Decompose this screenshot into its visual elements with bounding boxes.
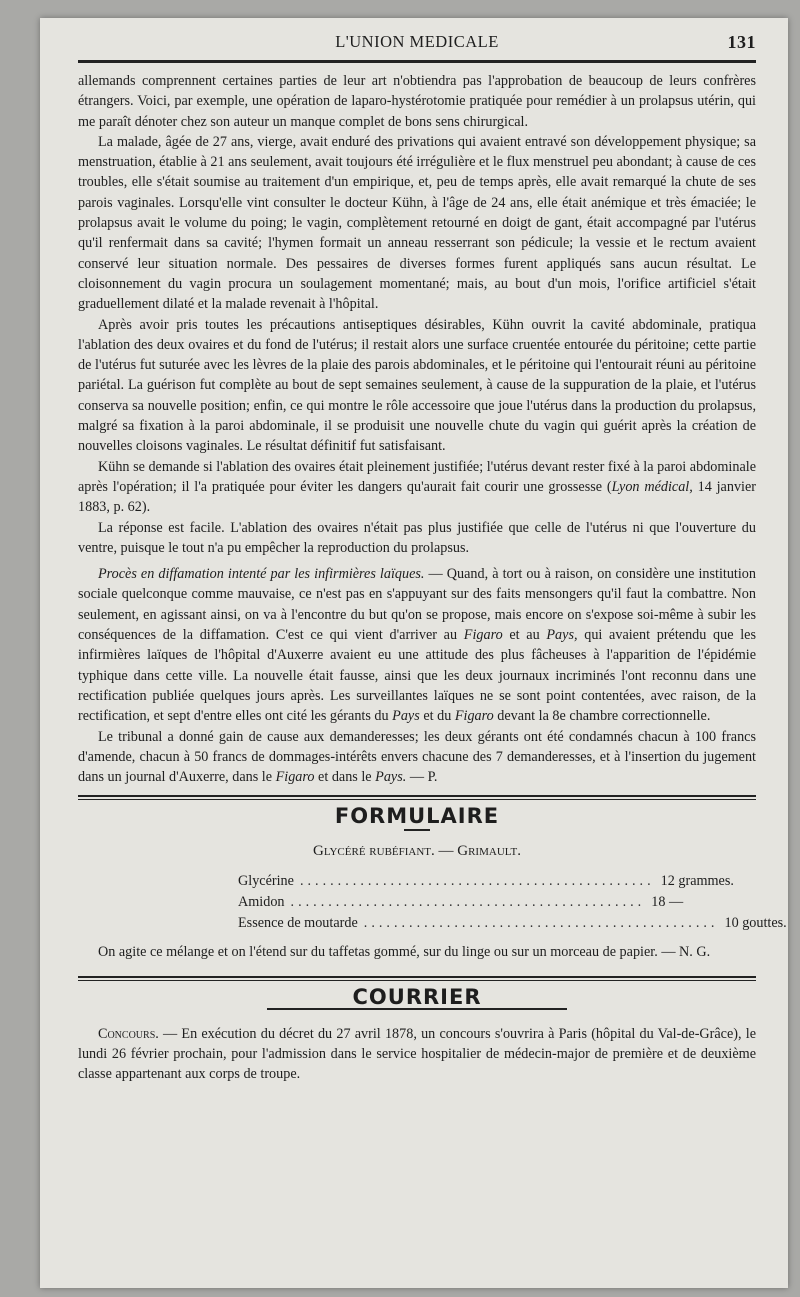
citation: Lyon médical, bbox=[611, 478, 693, 495]
paragraph-concours bbox=[78, 1024, 756, 1085]
text: — Quand, à tort ou à raison, on considère une institution sociale quelconque comme mauvaise, ce n'est pas en s'appuyant sur des faits mensongers qu'il faut la combattre. Non seulement, en agissant ainsi, on va à l'encontre du but qu'on se propose, mais encore on s'expose soi-même à subir les conséquences de la diffamation. C'est ce qui vient d'arriver au bbox=[78, 566, 756, 644]
text: et du bbox=[419, 708, 455, 725]
newspaper-name: Figaro bbox=[275, 769, 315, 786]
newspaper-name: Figaro bbox=[463, 627, 503, 644]
leader-dots: ............................................... bbox=[299, 872, 655, 889]
newspaper-name: Pays. bbox=[375, 769, 407, 786]
recipe-title: Glycéré rubéfiant. — Grimault. bbox=[313, 842, 521, 859]
ingredient-name: Essence de moutarde bbox=[238, 914, 358, 931]
recipe-row bbox=[238, 871, 734, 892]
paragraph-answer: La réponse est facile. L'ablation des ovaires n'était pas plus justifiée que celle de l'utérus ni que l'ouverture du ventre, puisque le tout n'a pu empêcher la reproduction du prolapsus. bbox=[78, 519, 756, 556]
recipe-row bbox=[238, 892, 684, 913]
recipe-list bbox=[238, 871, 787, 934]
article-title: Procès en diffamation intenté par les infirmières laïques. bbox=[98, 566, 425, 583]
page-content bbox=[78, 32, 787, 1084]
ingredient-quantity: 18 — bbox=[651, 893, 684, 910]
ingredient-quantity: 12 grammes. bbox=[660, 872, 734, 889]
newspaper-name: Pays bbox=[392, 708, 420, 725]
page-sheet bbox=[40, 18, 788, 1288]
lead-word: Concours. bbox=[98, 1025, 159, 1042]
section-divider bbox=[78, 795, 756, 800]
paragraph-kuhn-question bbox=[78, 457, 756, 518]
text: devant la 8e chambre correctionnelle. bbox=[493, 708, 711, 725]
paragraph-tribunal bbox=[78, 727, 756, 788]
ingredient-quantity: 10 gouttes. bbox=[724, 914, 787, 931]
text: — En exécution du décret du 27 avril 1878, un concours s'ouvrira à Paris (hôpital du Val-de-Grâce), le lundi 26 février prochain, pour l'admission dans le service hospitalier de médecin-major de première et de deuxième classe appartenant aux corps de troupe. bbox=[78, 1025, 756, 1083]
recipe-row bbox=[238, 913, 787, 934]
recipe-instructions: On agite ce mélange et on l'étend sur du taffetas gommé, sur du linge ou sur un morceau de papier. — N. G. bbox=[98, 943, 711, 960]
journal-title: L'UNION MEDICALE bbox=[335, 32, 499, 51]
leader-dots: ............................................... bbox=[290, 893, 646, 910]
paragraph: Après avoir pris toutes les précautions antiseptiques désirables, Kühn ouvrit la cavité abdominale, pratiqua l'ablation des deux ovaires et du fond de l'utérus; il restait alors une surface cruentée entourée du péritoine; cette partie de l'utérus fut suturée avec les lèvres de la plaie des parois abdominales, et le péritoine qui l'entourait réuni au péritoine pariétal. La guérison fut complète au bout de sept semaines seulement, à cause de la suppuration de la plaie, et l'utérus conserva sa nouvelle position; enfin, ce qui montre le rôle accessoire que joue l'utérus dans la production du prolapsus, malgré sa fixation à la paroi abdominale, il se produisit une nouvelle chute du vagin qui guérit après la création de nouvelles cloisons vaginales. Le résultat définitif fut satisfaisant. bbox=[78, 316, 756, 455]
text: et dans le bbox=[314, 769, 376, 786]
text: — P. bbox=[406, 769, 438, 786]
section-divider bbox=[78, 976, 756, 981]
ingredient-name: Amidon bbox=[238, 893, 285, 910]
text: Kühn se demande si l'ablation des ovaires était pleinement justifiée; l'utérus devant rester fixé à la paroi abdominale après l'opération; il l'a pratiquée pour éviter les dangers qu'aurait fait courir une grossesse ( bbox=[78, 458, 756, 495]
paragraph: La malade, âgée de 27 ans, vierge, avait enduré des privations qui avaient entravé son développement physique; sa menstruation, établie à 21 ans seulement, avait toujours été irrégulière et le flux menstruel peu abondant; à cause de ces troubles, elle s'était soumise au traitement d'un empirique, et, peu de temps après, elle avait remarqué la chute de ses parois vaginales. Lorsqu'elle vint consulter le docteur Kühn, à l'âge de 24 ans, elle était anémique et très émaciée; le prolapsus avait le volume du poing; le vagin, complètement retourné en doigt de gant, était accompagné par l'utérus qu'il renfermait dans sa cavité; l'hymen formait un anneau resserrant son pédicule; la vessie et le rectum avaient conservé leur situation normale. Des pessaires de diverses formes furent appliqués sans aucun résultat. Le cloisonnement du vagin procura un soulagement momentané; mais, au bout d'un mois, l'orifice artificiel s'était graduellement dilaté et la malade revenait à l'hôpital. bbox=[78, 133, 756, 313]
newspaper-name: Pays, bbox=[546, 627, 578, 644]
text: qui avaient prétendu que les infirmières laïques de l'hôpital d'Auxerre avaient eu une attitude des plus fâcheuses à l'apparition de l'épidémie typhique dans cette ville. La nouvelle était fausse, ainsi que les deux journaux incriminés l'ont reconnu dans une rectification publiée quelques jours après. Les surveillantes laïques ne se sont point contentées, avec raison, de la rectification, et sept d'entre elles ont cité les gérants du bbox=[78, 627, 756, 725]
paragraph: allemands comprennent certaines parties de leur art n'obtiendra pas l'approbation de beaucoup de leurs confrères étrangers. Voici, par exemple, une opération de laparo-hystérotomie pratiquée pour remédier à un prolapsus utérin, qui me paraît dénoter chez son auteur un manque complet de bons sens chirurgical. bbox=[78, 73, 756, 130]
text: 14 janvier 1883, p. 62). bbox=[78, 478, 756, 516]
paragraph-proces bbox=[78, 564, 756, 726]
ingredient-name: Glycérine bbox=[238, 872, 294, 889]
text: et au bbox=[502, 627, 547, 644]
newspaper-name: Figaro bbox=[454, 708, 494, 725]
text: Le tribunal a donné gain de cause aux demanderesses; les deux gérants ont été condamnés chacun à 100 francs d'amende, chacun à 50 francs de dommages-intérêts envers chacune des 7 demanderesses, et à l'insertion du jugement dans un journal d'Auxerre, dans le bbox=[78, 728, 756, 786]
header-rule bbox=[78, 60, 756, 63]
section-title-formulaire: FORMULAIRE bbox=[334, 804, 500, 829]
title-underline bbox=[404, 829, 430, 831]
leader-dots: ............................................... bbox=[363, 914, 719, 931]
page-number: 131 bbox=[727, 32, 756, 52]
running-header bbox=[78, 32, 756, 58]
section-title-courrier: COURRIER bbox=[352, 985, 482, 1010]
